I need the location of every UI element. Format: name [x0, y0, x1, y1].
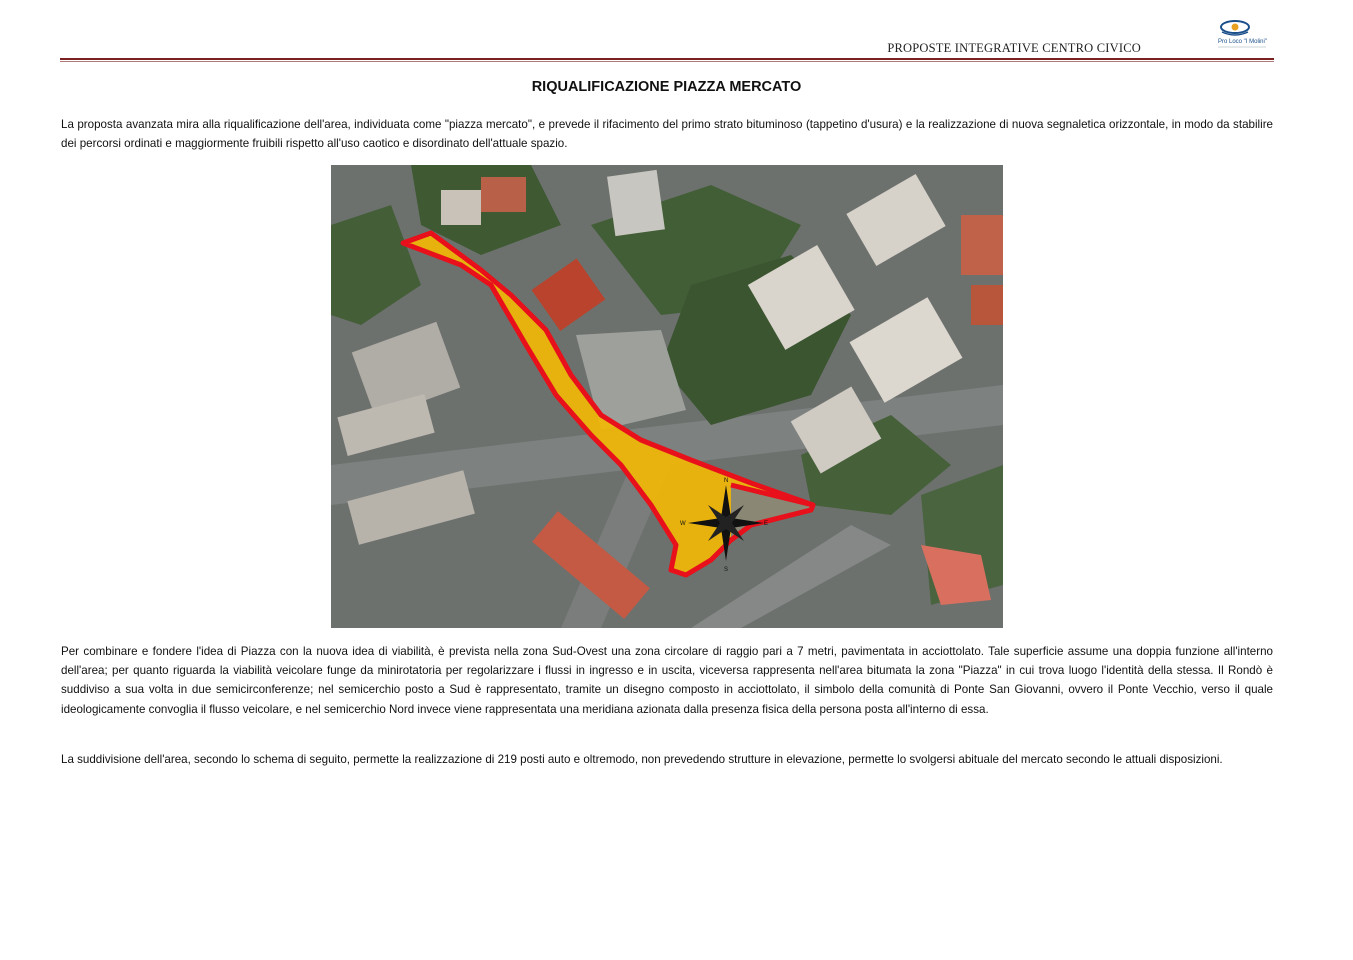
- rondo-paragraph: Per combinare e fondere l'idea di Piazza con la nuova idea di viabilità, è prevista nella zona Sud-Ovest una zona circolare di raggio pari a 7 metri, pavimentata in acciottolato. Tale superficie assume una doppia funzione all'interno dell'area; per quanto riguarda la viabilità veicolare funge da minirotatoria per regolarizzare i flussi in ingresso e in uscita, viceversa rappresenta nell'area bitumata la zona "Piazza" in cui trova luogo l'identità della stessa. Il Rondò è suddiviso a sua volta in due semicirconferenze; nel semicerchio posto a Sud è rappresentato, tramite un disegno composto in acciottolato, il simbolo della comunità di Ponte San Giovanni, ovvero il Ponte Vecchio, verso il quale ideologicamente convoglia il flusso veicolare, e nel semicerchio Nord invece viene rappresentata una meridiana azionata dalla presenza fisica della persona posta all'interno di essa.: [61, 645, 1273, 716]
- logo-caption: Pro Loco "I Molini": [1218, 39, 1267, 45]
- compass-south-label: S: [724, 567, 729, 573]
- header-rule: [60, 58, 1274, 60]
- suddivisione-paragraph: La suddivisione dell'area, secondo lo schema di seguito, permette la realizzazione di 219 posti auto e oltremodo, non prevedendo strutture in elevazione, permette lo svolgersi abituale del mercato secondo le attuali disposizioni.: [61, 753, 1223, 766]
- aerial-map-image: [331, 165, 1003, 628]
- pro-loco-logo: [1214, 18, 1270, 50]
- running-header: PROPOSTE INTEGRATIVE CENTRO CIVICO: [887, 41, 1141, 55]
- intro-paragraph: La proposta avanzata mira alla riqualificazione dell'area, individuata come "piazza mercato", e prevede il rifacimento del primo strato bituminoso (tappetino d'usura) e la realizzazione di nuova segnaletica orizzontale, in modo da stabilire dei percorsi ordinati e maggiormente fruibili rispetto all'uso caotico e disordinato dell'attuale spazio.: [61, 118, 1273, 151]
- compass-north-label: N: [724, 478, 729, 484]
- page-title: RIQUALIFICAZIONE PIAZZA MERCATO: [531, 79, 802, 95]
- header-rule-secondary: [60, 61, 1274, 62]
- compass-east-label: E: [764, 521, 769, 527]
- compass-west-label: W: [680, 521, 686, 527]
